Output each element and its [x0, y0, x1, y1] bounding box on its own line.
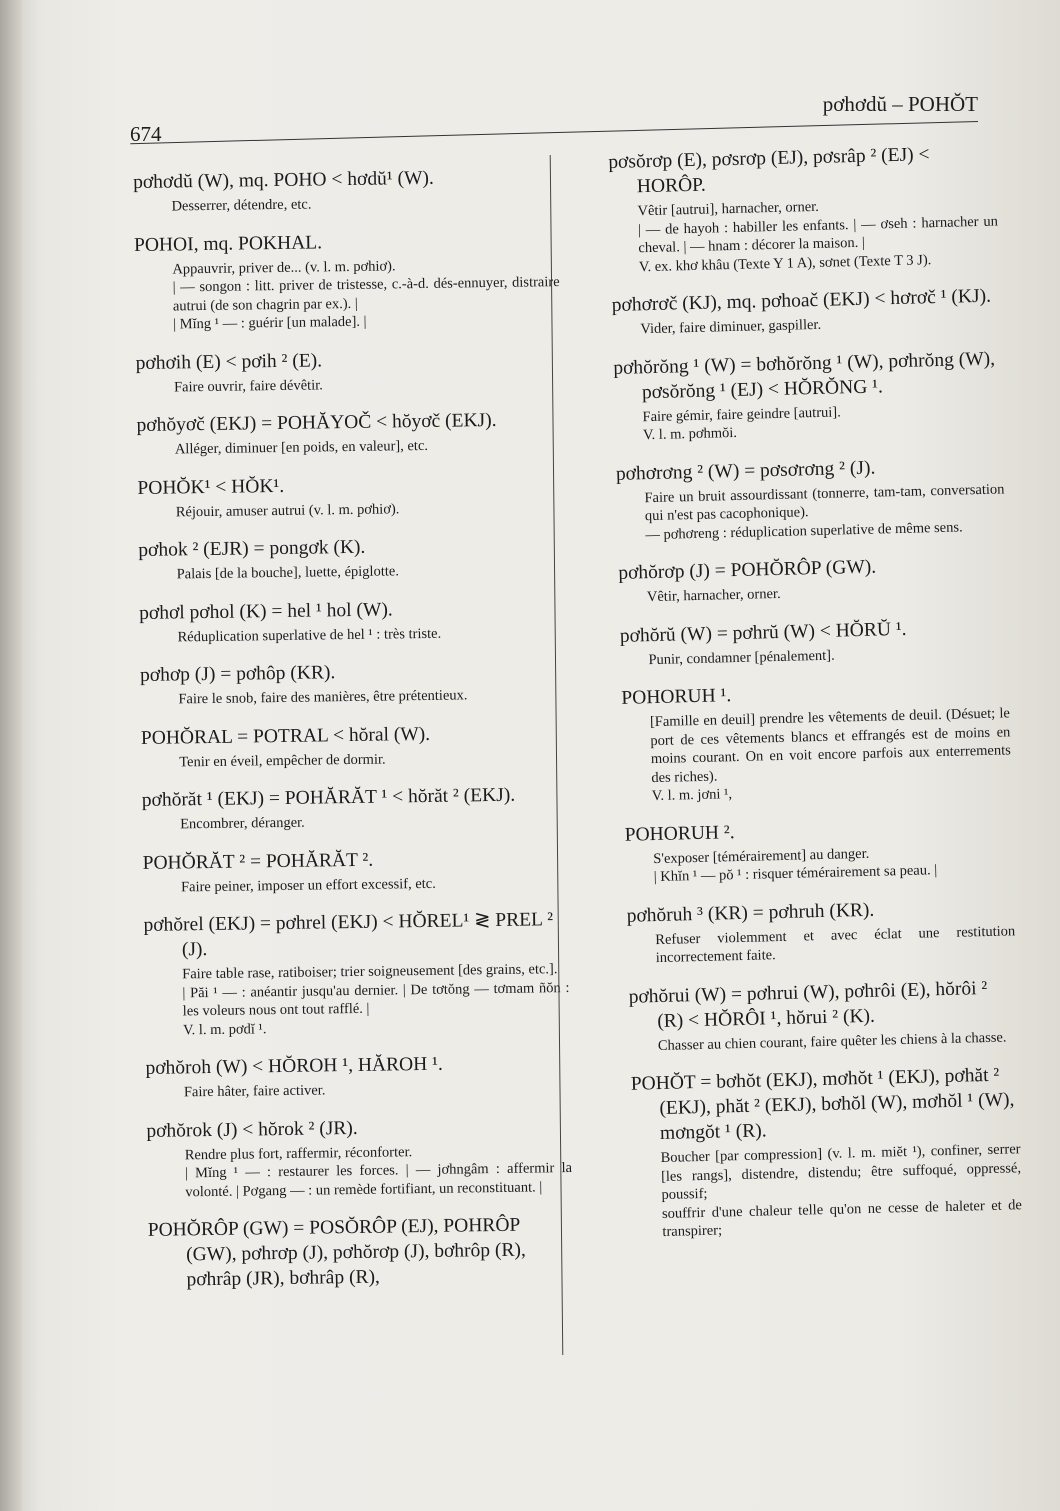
entry-headword: POHORUH ¹.: [621, 685, 732, 709]
dictionary-entry: [133, 164, 559, 216]
entry-headword: POHŎT = bơhŏt (EKJ), mơhŏt ¹ (EKJ), pơhăt ² (EKJ), phăt ² (EKJ), bơhŏl (W), mơhŏl ¹ (W), mơngŏt ¹ (R).: [630, 1064, 1015, 1145]
entry-definition: Alléger, diminuer [en poids, en valeur], etc.: [174, 437, 429, 458]
entry-headword: pơhok ² (EJR) = pongơk (K).: [138, 536, 366, 561]
dictionary-entry: [136, 407, 562, 459]
entry-headword: pơhŏrui (W) = pơhrui (W), pơhrôi (E), hŏrôi ² (R) < HŎRÔI ¹, hŏrui ² (K).: [628, 977, 988, 1032]
entry-definition: Chasser au chien courant, faire quêter les chiens à la chasse.: [657, 1029, 1007, 1054]
entry-headword: POHŎRAL = POTRAL < hŏral (W).: [140, 723, 431, 749]
entry-definition: Vêtir, harnacher, orner.: [646, 585, 781, 606]
entry-headword: pơhơp (J) = pơhôp (KR).: [139, 662, 336, 686]
entry-headword: pơhŏrăt ¹ (EKJ) = POHĂRĂT ¹ < hŏrăt ² (EKJ).: [141, 784, 516, 811]
entry-headword: pơhơrơč (KJ), mq. pơhoač (EKJ) < hơrơč ¹ (KJ).: [611, 285, 992, 316]
entry-definition: Appauvrir, priver de... (v. l. m. pơhiơ). | — songon : litt. priver de tristesse, c.-à-d. dés-ennuyer, distraire autrui (de son chagrin par ex.). | | Mĭng ¹ — : guérir [un malade]. |: [172, 257, 560, 333]
entry-headword: pơhŏrok (J) < hŏrok ² (JR).: [146, 1117, 358, 1142]
entry-headword: pơhŏrŏng ¹ (W) = bơhŏrŏng ¹ (W), pơhrŏng (W), pơsŏrŏng ¹ (EJ) < HŎRŎNG ¹.: [613, 348, 996, 403]
entry-definition: Rendre plus fort, raffermir, réconforter. | Mĭng ¹ — : restaurer les forces. | — jơhngâm : affermir la volonté. | Pơgang — : un remède fortifiant, un reconstituant. |: [184, 1143, 573, 1200]
dictionary-entry: [138, 532, 564, 584]
entry-definition: Faire peiner, imposer un effort excessif, etc.: [180, 875, 436, 895]
entry-headword: pơhŏrơp (J) = POHŎRÔP (GW).: [618, 556, 877, 584]
entry-definition: Tenir en éveil, empêcher de dormir.: [179, 751, 386, 770]
running-head: pơhơdŭ – POHŎT: [822, 92, 978, 116]
entry-definition: Punir, condamner [pénalement].: [648, 647, 835, 668]
entry-headword: pơhŏyơč (EKJ) = POHĂYOČ < hŏyơč (EKJ).: [136, 409, 497, 436]
page-gutter-shadow: [0, 0, 22, 1511]
dictionary-entry: [143, 907, 570, 1040]
entry-definition: Boucher [par compression] (v. l. m. miĕt ¹), confiner, serrer [les rangs], distendre, distendu; être suffoqué, oppressé, poussif; souffrir d'une chaleur telle qu'on ne cesse de haleter et de transpirer;: [660, 1141, 1023, 1240]
header-rule: [130, 121, 978, 144]
entry-definition: Vêtir [autrui], harnacher, orner. | — de hayoh : habiller les enfants. | — ơseh : harnacher un cheval. | — hnam : décorer la maison. | V. ex. khơ khâu (Texte Y 1 A), sơnet (Texte T 3 J).: [637, 198, 999, 275]
entry-definition: S'exposer [témérairement] au danger. | Khĭn ¹ — pŏ ¹ : risquer témérairement sa peau. |: [653, 845, 938, 886]
entry-definition: Faire hâter, faire activer.: [183, 1082, 326, 1101]
entry-headword: POHOI, mq. POKHAL.: [133, 231, 323, 256]
entry-headword: pơhŏrel (EKJ) = pơhrel (EKJ) < HŎREL¹ ≷ PREL ² (J).: [143, 909, 554, 961]
dictionary-entry: [621, 676, 1012, 806]
entry-definition: Faire ouvrir, faire dévêtir.: [173, 376, 323, 395]
entry-definition: Faire table rase, ratiboiser; trier soigneusement [des grains, etc.]. | Păi ¹ — : anéantir jusqu'au dernier. | De tơtŏng — tơmam ñŏn : les voleurs nous ont tout rafflé. | V. l. m. pơdĭ ¹.: [182, 961, 570, 1038]
dictionary-entry: [136, 345, 562, 397]
entry-definition: Palais [de la bouche], luette, épiglotte.: [176, 563, 400, 583]
dictionary-entry: [134, 227, 560, 335]
entry-headword: POHŎRĂT ² = POHĂRĂT ².: [142, 849, 374, 874]
dictionary-entry: [631, 1062, 1023, 1242]
dictionary-entry: [139, 595, 565, 647]
dictionary-entry: [140, 657, 566, 709]
entry-definition: Desserrer, détendre, etc.: [171, 196, 312, 215]
entry-definition: Faire le snob, faire des manières, être prétentieux.: [178, 687, 468, 708]
dictionary-entry: [143, 844, 569, 896]
entry-headword: POHŎK¹ < HŎK¹.: [137, 475, 285, 499]
dictionary-entry: [146, 1112, 572, 1201]
dictionary-entry: [608, 141, 999, 277]
dictionary-entry: [620, 614, 1009, 670]
entry-definition: Faire un bruit assourdissant (tonnerre, tam-tam, conversation qui n'est pas cacophonique). — pơhơreng : réduplication superlative de même sens.: [644, 480, 1005, 543]
dictionary-entry: [137, 470, 563, 522]
entry-definition: [Famille en deuil] prendre les vêtements de deuil. (Désuet; le port de ces vêtements blancs et effrangés est de moins en moins courant. On en voit encore parfois aux enterrements des riches). V. l. m. jơni ¹,: [649, 705, 1011, 805]
entry-headword: pơsŏrơp (E), pơsrơp (EJ), pơsrâp ² (EJ) < HORÔP.: [608, 144, 930, 198]
dictionary-entry: [624, 813, 1013, 887]
entry-headword: POHORUH ².: [624, 821, 735, 846]
entry-headword: pơhơdŭ (W), mq. POHO < hơdŭ¹ (W).: [133, 167, 434, 193]
page-number: 674: [130, 122, 162, 146]
entry-definition: Réduplication superlative de hel ¹ : très triste.: [177, 625, 442, 645]
dictionary-entry: [616, 452, 1006, 545]
entry-headword: pơhơih (E) < pơih ² (E).: [135, 349, 323, 374]
entry-definition: Refuser violemment et avec éclat une restitution incorrectement faite.: [655, 922, 1016, 967]
entry-headword: pơhơl pơhol (K) = hel ¹ hol (W).: [139, 598, 393, 624]
entry-headword: POHŎRÔP (GW) = POSŎRÔP (EJ), POHRÔP (GW), pơhrơp (J), pơhŏrơp (J), bơhrôp (R), pơhrâp (JR), bơhrâp (R),: [147, 1214, 526, 1291]
entry-definition: Vider, faire diminuer, gaspiller.: [640, 316, 822, 338]
entry-headword: pơhŏruh ³ (KR) = pơhruh (KR).: [626, 899, 875, 927]
entry-definition: Faire gémir, faire geindre [autrui]. V. l. m. pơhmŏi.: [642, 403, 841, 444]
dictionary-entry: [626, 894, 1015, 968]
entry-headword: pơhŏrŭ (W) = pơhrŭ (W) < HŎRŬ ¹.: [619, 618, 907, 647]
dictionary-entry: [141, 720, 567, 772]
entry-definition: Encombrer, déranger.: [180, 814, 305, 833]
dictionary-entry: [628, 975, 1018, 1056]
entry-headword: pơhŏroh (W) < HŎROH ¹, HĂROH ¹.: [145, 1053, 443, 1079]
right-column: [608, 141, 1023, 1259]
entry-definition: Réjouir, amuser autrui (v. l. m. pơhiơ).: [175, 500, 400, 520]
dictionary-entry: [145, 1050, 571, 1102]
dictionary-entry: [148, 1212, 574, 1293]
left-column: [133, 164, 574, 1309]
entry-headword: pơhơrơng ² (W) = pơsơrơng ² (J).: [615, 457, 876, 485]
dictionary-entry: [613, 346, 1003, 445]
dictionary-entry: [618, 551, 1007, 607]
dictionary-entry: [142, 782, 568, 834]
dictionary-entry: [611, 283, 1000, 339]
